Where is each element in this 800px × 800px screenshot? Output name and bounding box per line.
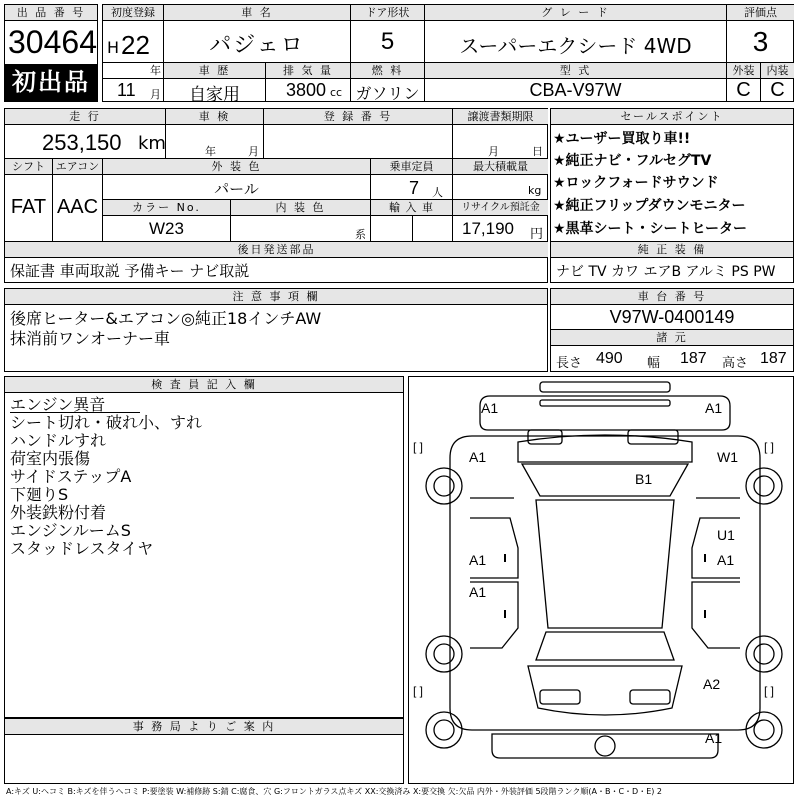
color-no: W23: [149, 219, 184, 238]
color-no-label: カラー No.: [103, 200, 230, 216]
max-load-label: 最大積載量: [453, 159, 548, 175]
mileage-unit: km: [138, 133, 166, 154]
damage-door-fr: A1: [717, 552, 735, 568]
transfer-month: 月: [488, 145, 499, 158]
damage-door-rl: A1: [469, 584, 487, 600]
reg-era: H: [107, 38, 120, 57]
recycle-label: リサイクル預託金: [453, 200, 548, 216]
fuel-label: 燃 料: [351, 63, 424, 79]
transfer-label: 譲渡書類期限: [453, 109, 548, 125]
inspection-label: 車 検: [166, 109, 263, 125]
mileage: 253,150: [42, 130, 122, 155]
inspector-line: エンジンルームS: [10, 521, 131, 540]
ext-color: パール: [214, 180, 259, 198]
reg-year-unit: 年: [150, 64, 161, 77]
chassis-label: 車 台 番 号: [551, 289, 793, 305]
damage-pillar-right: U1: [717, 527, 735, 543]
displacement-unit: cc: [330, 86, 343, 99]
import-label: 輸 入 車: [371, 200, 452, 216]
interior-score: C: [770, 79, 785, 101]
damage-roof: B1: [635, 471, 653, 487]
model: CBA-V97W: [529, 80, 622, 100]
shift: FAT: [10, 196, 47, 218]
damage-quarter-right: A2: [703, 676, 721, 692]
delivery-label: 後日発送部品: [5, 242, 548, 258]
width-label: 幅: [647, 356, 661, 371]
mileage-label: 走 行: [5, 109, 165, 125]
equipment-label: 純 正 装 備: [551, 242, 793, 258]
inspector-line: エンジン異音: [10, 395, 106, 414]
reg-year: 22: [121, 30, 150, 60]
score-label: 評価点: [727, 5, 794, 21]
fuel: ガソリン: [355, 84, 420, 103]
capacity: 7: [409, 178, 420, 198]
length-label: 長さ: [556, 356, 583, 371]
bracket-mark: [ ]: [413, 684, 424, 698]
damage-door-fl: A1: [469, 552, 487, 568]
max-load-unit: kg: [528, 184, 542, 197]
grade-label: グ レ ー ド: [425, 5, 726, 21]
inspector-line: シート切れ・破れ小、すれ: [10, 413, 203, 432]
bracket-mark: [ ]: [764, 440, 775, 454]
lot-number-label: 出 品 番 号: [5, 5, 97, 21]
interior-label: 内装: [761, 63, 794, 79]
displacement: 3800: [286, 80, 327, 100]
exterior-score: C: [736, 79, 751, 101]
bracket-mark: [ ]: [413, 440, 424, 454]
spec-label: 諸 元: [551, 330, 793, 346]
capacity-unit: 人: [432, 186, 443, 199]
inspector-line: ハンドルすれ: [10, 431, 107, 450]
width: 187: [680, 350, 707, 367]
capacity-label: 乗車定員: [371, 159, 452, 175]
sales-point-item: ★黒革シート・シートヒーター: [553, 221, 747, 237]
height: 187: [760, 350, 787, 367]
doors: 5: [380, 28, 395, 55]
damage-fender-right: W1: [717, 449, 738, 465]
recycle-unit: 円: [530, 227, 544, 242]
doors-label: ドア形状: [351, 5, 424, 21]
damage-rear: A1: [705, 730, 723, 746]
ac-label: エアコン: [53, 159, 102, 175]
notes-label: 注 意 事 項 欄: [5, 289, 547, 305]
damage-legend: A:キズ U:ヘコミ B:キズを伴うヘコミ P:要塗装 W:補修跡 S:錆 C:腐食、穴 G:フロントガラス点キズ XX:交換済み X:要交換 欠:欠品 内外・外装評価 5段階ランク順(A・B・C・D・E) 2: [6, 787, 663, 796]
inspector-line: 外装鉄粉付着: [10, 503, 107, 522]
exterior-label: 外装: [727, 63, 760, 79]
reg-month: 11: [117, 80, 136, 100]
lot-number: 30464: [8, 24, 97, 60]
reg-label: 初度登録: [103, 5, 163, 21]
inspector-label: 検 査 員 記 入 欄: [5, 377, 403, 393]
damage-front-right: A1: [705, 400, 723, 416]
sales-point-item: ★ユーザー買取り車!!: [553, 131, 691, 147]
car-name-label: 車 名: [164, 5, 350, 21]
first-listing-badge: 初出品: [5, 64, 97, 101]
notes-line: 後席ヒーター&エアコン◎純正18インチAW: [10, 309, 322, 328]
model-label: 型 式: [425, 63, 726, 79]
score: 3: [752, 26, 769, 57]
damage-fender-left: A1: [469, 449, 487, 465]
car-history: 自家用: [189, 85, 240, 105]
sales-points-label: セールスポイント: [551, 109, 793, 125]
sales-point-item: ★純正ナビ・フルセグTV: [553, 153, 712, 169]
equipment: ナビ TV カワ エアB アルミ PS PW: [556, 264, 776, 280]
inspector-line: スタッドレスタイヤ: [10, 539, 154, 558]
reg-month-unit: 月: [150, 88, 161, 101]
plate-label: 登 録 番 号: [264, 109, 452, 125]
ac: AAC: [56, 196, 99, 218]
sales-point-item: ★純正フリップダウンモニター: [553, 198, 746, 214]
inspection-month: 月: [248, 145, 259, 158]
notes-line: 抹消前ワンオーナー車: [10, 329, 171, 348]
damage-front-left: A1: [481, 400, 499, 416]
bracket-mark: [ ]: [764, 684, 775, 698]
ext-color-label: 外 装 色: [103, 159, 370, 175]
office-label: 事 務 局 よ り ご 案 内: [5, 719, 403, 735]
car-name: パジェロ: [209, 33, 305, 58]
transfer-day: 日: [532, 145, 543, 158]
sales-point-item: ★ロックフォードサウンド: [553, 175, 719, 191]
delivery-parts: 保証書 車両取説 予備キー ナビ取説: [10, 262, 250, 280]
int-color-label: 内 装 色: [231, 200, 370, 216]
height-label: 高さ: [722, 356, 749, 371]
length: 490: [596, 350, 623, 367]
recycle: 17,190: [462, 219, 514, 238]
grade: スーパーエクシード 4WD: [459, 34, 692, 58]
inspection-year: 年: [205, 145, 216, 158]
car-history-label: 車 歴: [164, 63, 265, 79]
int-color-suffix: 系: [355, 228, 366, 241]
inspector-line: 下廻りS: [10, 485, 69, 504]
inspector-line: 荷室内張傷: [10, 449, 91, 468]
car-diagram: [410, 378, 798, 784]
inspector-line: サイドステップA: [10, 467, 132, 486]
displacement-label: 排 気 量: [266, 63, 350, 79]
shift-label: シフト: [5, 159, 52, 175]
chassis-number: V97W-0400149: [609, 307, 735, 327]
